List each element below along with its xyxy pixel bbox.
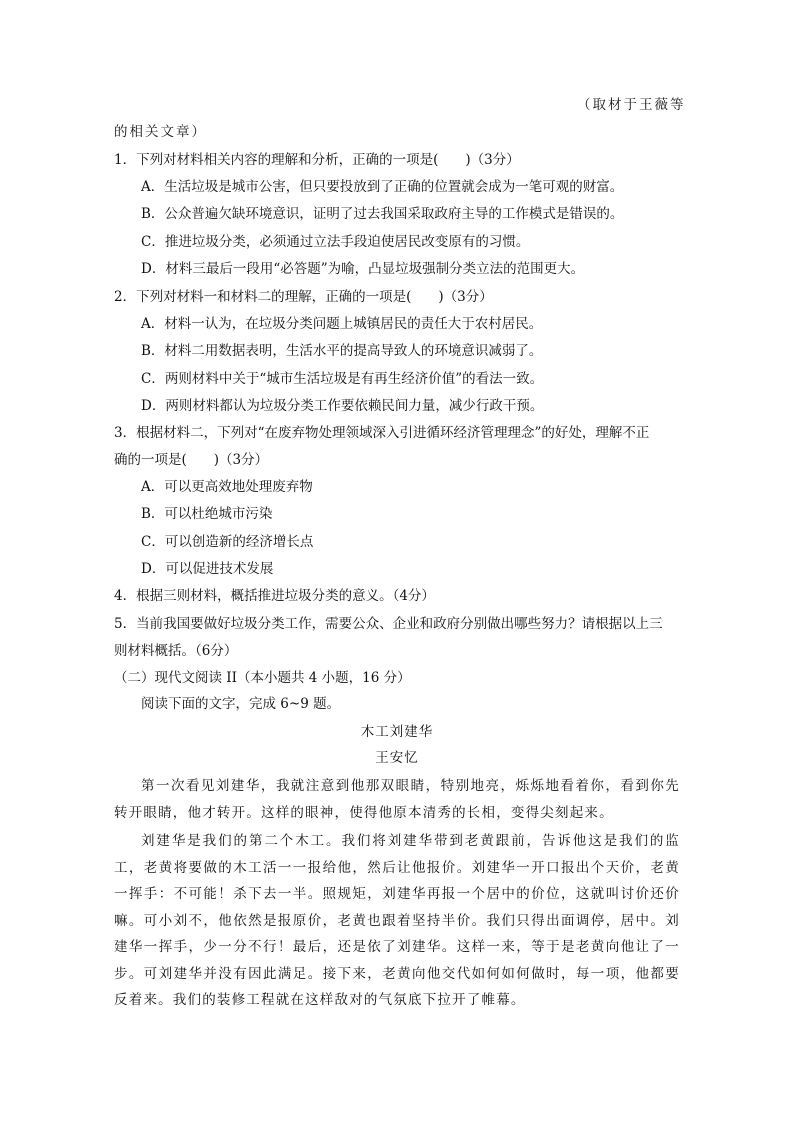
source-citation-line1: （取材于王薇等 <box>577 97 686 113</box>
question-2-option-d: D．两则材料都认为垃圾分类工作要依赖民间力量，减少行政干预。 <box>141 398 544 414</box>
article-title: 木工刘建华 <box>360 724 434 740</box>
question-5-stem-line1: 5．当前我国要做好垃圾分类工作，需要公众、企业和政府分别做出哪些努力？请根据以上三 <box>114 616 663 632</box>
question-3-option-c: C．可以创造新的经济增长点 <box>141 534 314 550</box>
article-paragraph-1: 第一次看见刘建华，我就注意到他那双眼睛，特别地亮，烁烁地看着你，看到你先转开眼睛，他才转开。这样的眼神，使得他原本清秀的长相，变得尖刻起来。 <box>114 778 680 821</box>
section-instruction: 阅读下面的文字，完成 6~9 题。 <box>141 696 341 712</box>
question-3-stem-line1: 3．根据材料二，下列对“在废弃物处理领域深入引进循环经济管理理念”的好处，理解不正 <box>114 425 650 441</box>
question-1-option-d: D．材料三最后一段用“必答题”为喻，凸显垃圾强制分类立法的范围更大。 <box>141 261 585 277</box>
question-1-option-b: B．公众普遍欠缺环境意识，证明了过去我国采取政府主导的工作模式是错误的。 <box>141 206 624 222</box>
question-2-option-a: A．材料一认为，在垃圾分类问题上城镇居民的责任大于农村居民。 <box>141 316 543 332</box>
question-3-stem-line2: 确的一项是( )（3分） <box>114 452 269 468</box>
article-author: 王安忆 <box>375 750 419 766</box>
question-4-stem: 4．根据三则材料，概括推进垃圾分类的意义。（4分） <box>114 588 435 604</box>
question-1-option-a: A．生活垃圾是城市公害，但只要投放到了正确的位置就会成为一笔可观的财富。 <box>141 179 624 195</box>
question-2-option-b: B．材料二用数据表明，生活水平的提高导致人的环境意识减弱了。 <box>141 343 543 359</box>
question-3-option-b: B．可以杜绝城市污染 <box>141 506 273 522</box>
question-1-stem: 1．下列对材料相关内容的理解和分析，正确的一项是( )（3分） <box>114 152 520 168</box>
article-paragraph-2: 刘建华是我们的第二个木工。我们将刘建华带到老黄跟前，告诉他这是我们的监工，老黄将要做的木工活一一报给他，然后让他报价。刘建华一开口报出个天价，老黄一挥手：不可能！杀下去一半。照规矩，刘建华再报一个居中的价位，这就叫讨价还价嘛。可小刘不，他依然是报原价，老黄也跟着坚持半价。我们只得出面调停，居中。刘建华一挥手，少一分不行！最后，还是依了刘建华。这样一来，等于是老黄向他让了一步。可刘建华并没有因此满足。接下来，老黄向他交代如何如何做时，每一项，他都要反着来。我们的装修工程就在这样敌对的气氛底下拉开了帷幕。 <box>114 833 680 1008</box>
source-citation-line2: 的相关文章） <box>114 124 207 140</box>
question-3-option-a: A．可以更高效地处理废弃物 <box>141 479 313 495</box>
question-1-option-c: C．推进垃圾分类，必须通过立法手段迫使居民改变原有的习惯。 <box>141 234 530 250</box>
question-5-stem-line2: 则材料概括。（6分） <box>114 643 238 659</box>
section-heading: （二）现代文阅读 II（本小题共 4 小题，16 分） <box>114 670 411 686</box>
question-2-option-c: C．两则材料中关于“城市生活垃圾是有再生经济价值”的看法一致。 <box>141 371 544 387</box>
question-2-stem: 2．下列对材料一和材料二的理解，正确的一项是( )（3分） <box>114 289 493 305</box>
question-3-option-d: D．可以促进技术发展 <box>141 561 274 577</box>
